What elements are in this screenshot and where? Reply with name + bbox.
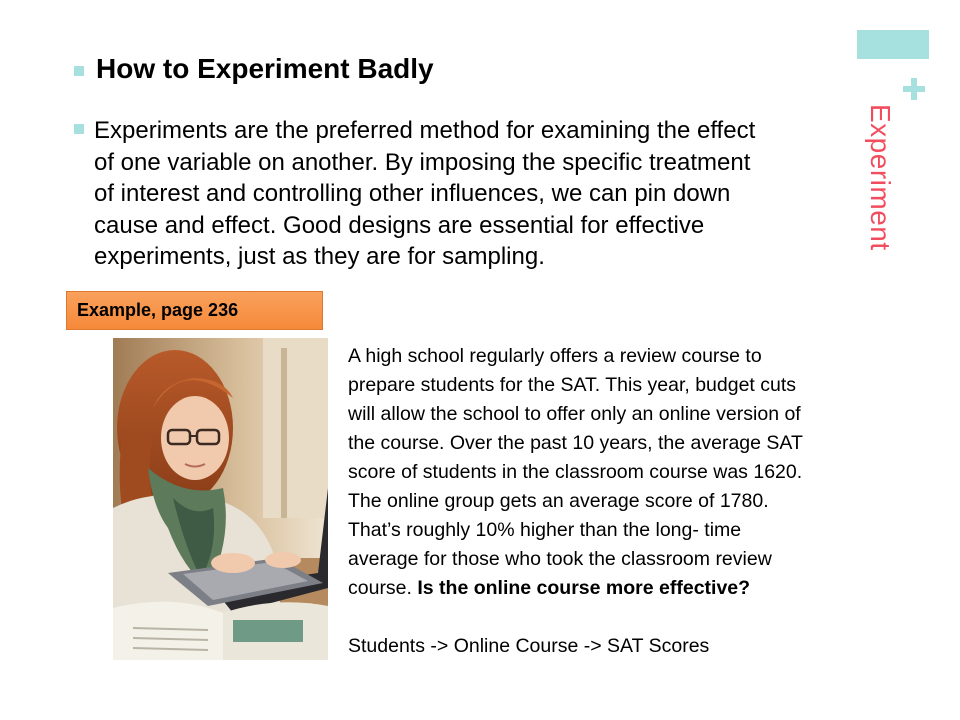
student-laptop-photo xyxy=(113,338,328,660)
intro-paragraph xyxy=(94,115,854,273)
intro-line: Experiments are the preferred method for examining the effect xyxy=(94,117,756,144)
passage-line: That’s roughly 10% higher than the long- time xyxy=(348,519,742,541)
passage-question: Is the online course more effective? xyxy=(417,577,751,599)
title-bullet-icon xyxy=(74,66,84,76)
passage-line: The online group gets an average score of 1780. xyxy=(348,490,769,512)
example-passage xyxy=(348,342,938,661)
passage-line-start: course. xyxy=(348,577,418,599)
side-label: Experiment xyxy=(865,104,896,251)
passage-question-line xyxy=(348,574,938,603)
intro-line: cause and effect. Good designs are essential for effective xyxy=(94,211,705,239)
example-label: Example, page 236 xyxy=(66,291,323,330)
intro-line: experiments, just as they are for sampling. xyxy=(94,243,545,270)
passage-line: the course. Over the past 10 years, the average SAT xyxy=(348,432,803,454)
flow-text: Students -> Online Course -> SAT Scores xyxy=(348,635,710,657)
intro-line: of interest and controlling other influences, we can pin down xyxy=(94,180,731,207)
passage-spacer xyxy=(348,603,938,632)
intro-line: of one variable on another. By imposing the specific treatment xyxy=(94,148,751,176)
passage-line: score of students in the classroom course was 1620. xyxy=(348,461,803,483)
passage-line: average for those who took the classroom review xyxy=(348,548,772,570)
accent-bar xyxy=(857,30,929,59)
plus-icon xyxy=(903,78,925,100)
passage-line: prepare students for the SAT. This year, budget cuts xyxy=(348,374,797,396)
passage-line: will allow the school to offer only an online version of xyxy=(348,403,801,425)
slide-title: How to Experiment Badly xyxy=(96,53,434,84)
passage-line: A high school regularly offers a review course to xyxy=(348,345,762,367)
student-photo-illustration xyxy=(113,338,328,660)
intro-bullet-icon xyxy=(74,124,84,134)
